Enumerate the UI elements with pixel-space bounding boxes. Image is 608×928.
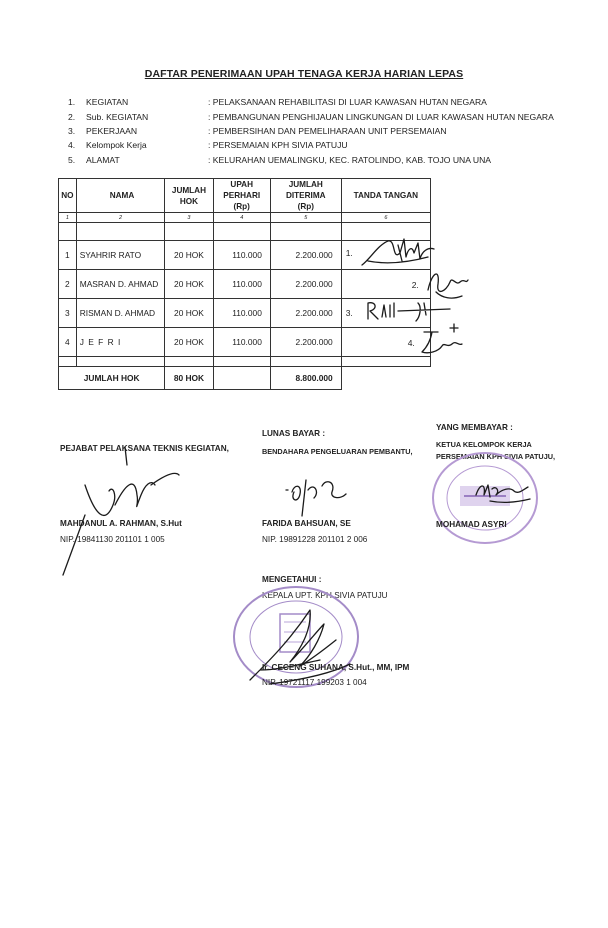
- header-hok: [165, 179, 213, 213]
- column-number: 3: [165, 213, 213, 223]
- row-signature-cell: [341, 270, 430, 299]
- spacer-cell: [213, 357, 270, 367]
- row-nama: J E F R I: [76, 328, 165, 357]
- mengetahui-nip: NIP. 19721117 199203 1 004: [262, 678, 367, 687]
- signature-image: [422, 262, 472, 302]
- spacer-cell: [76, 223, 165, 241]
- table-row: [59, 299, 431, 328]
- table-row: [59, 270, 431, 299]
- bendahara-name: FARIDA BAHSUAN, SE: [262, 519, 351, 528]
- mengetahui-role: KEPALA UPT. KPH SIVIA PATUJU: [262, 591, 388, 600]
- header-upah-line2: (Rp): [233, 202, 250, 211]
- info-value: : PEMBERSIHAN DAN PEMELIHARAAN UNIT PERSEMAIAN: [208, 125, 447, 136]
- total-blank: [341, 367, 430, 390]
- header-hok-line2: HOK: [179, 196, 199, 206]
- header-upah-line1: UPAH PERHARI: [223, 180, 261, 200]
- row-nama: RISMAN D. AHMAD: [76, 299, 165, 328]
- info-label: Sub. KEGIATAN: [86, 111, 149, 122]
- header-diterima: [270, 179, 341, 213]
- header-upah: [213, 179, 270, 213]
- row-signature-cell: [341, 299, 430, 328]
- row-upah: 110.000: [213, 299, 270, 328]
- header-tanda-tangan: TANDA TANGAN: [341, 179, 430, 213]
- pejabat-name: MAHDANUL A. RAHMAN, S.Hut: [60, 519, 182, 528]
- column-number: 1: [59, 213, 77, 223]
- row-no: 1: [59, 241, 77, 270]
- pembayar-heading: YANG MEMBAYAR :: [436, 423, 513, 432]
- row-upah: 110.000: [213, 328, 270, 357]
- signature-number: 1.: [345, 248, 353, 258]
- row-hok: 20 HOK: [165, 328, 213, 357]
- row-hok: 20 HOK: [165, 241, 213, 270]
- row-signature-cell: [341, 328, 430, 357]
- pejabat-nip: NIP. 19841130 201101 1 005: [60, 535, 165, 544]
- total-empty: [213, 367, 270, 390]
- total-amount: 8.800.000: [270, 367, 341, 390]
- spacer-cell: [341, 357, 430, 367]
- table-row: [59, 328, 431, 357]
- signature-number: 2.: [411, 280, 419, 290]
- header-diterima-line2: (Rp): [297, 202, 314, 211]
- row-nama: SYAHRIR RATO: [76, 241, 165, 270]
- total-row: [59, 367, 431, 390]
- row-no: 4: [59, 328, 77, 357]
- mengetahui-heading: MENGETAHUI :: [262, 575, 322, 584]
- row-upah: 110.000: [213, 241, 270, 270]
- signature-number: 4.: [407, 338, 415, 348]
- row-upah: 110.000: [213, 270, 270, 299]
- mengetahui-signature: [240, 600, 360, 690]
- pembayar-role-2: PERSEMAIAN KPH SIVIA PATUJU,: [436, 452, 556, 461]
- info-number: 5.: [68, 154, 76, 165]
- info-row: [68, 153, 554, 167]
- header-nama: NAMA: [76, 179, 165, 213]
- row-signature-cell: [341, 241, 430, 270]
- header-hok-line1: JUMLAH: [171, 185, 207, 195]
- pejabat-role: PEJABAT PELAKSANA TEKNIS KEGIATAN,: [60, 444, 229, 453]
- column-number-row: [59, 213, 431, 223]
- spacer-cell: [270, 223, 341, 241]
- signature-number: 3.: [345, 308, 353, 318]
- pembayar-role-1: KETUA KELOMPOK KERJA: [436, 440, 532, 449]
- row-hok: 20 HOK: [165, 270, 213, 299]
- row-total: 2.200.000: [270, 241, 341, 270]
- info-row: [68, 124, 554, 138]
- row-nama: MASRAN D. AHMAD: [76, 270, 165, 299]
- info-value: : KELURAHAN UEMALINGKU, KEC. RATOLINDO, KAB. TOJO UNA UNA: [208, 154, 492, 165]
- column-number: 4: [213, 213, 270, 223]
- row-no: 2: [59, 270, 77, 299]
- info-row: [68, 138, 554, 152]
- spacer-cell: [165, 223, 213, 241]
- spacer-cell: [213, 223, 270, 241]
- pembayar-name: MOHAMAD ASYRI: [436, 520, 507, 529]
- column-number: 2: [76, 213, 165, 223]
- info-number: 4.: [68, 140, 76, 151]
- info-value: : PERSEMAIAN KPH SIVIA PATUJU: [208, 140, 348, 151]
- header-diterima-line1: JUMLAH DITERIMA: [285, 180, 326, 200]
- row-total: 2.200.000: [270, 299, 341, 328]
- document-title: DAFTAR PENERIMAAN UPAH TENAGA KERJA HARIAN LEPAS: [144, 68, 464, 80]
- column-number: 6: [341, 213, 430, 223]
- pembayar-signature: [470, 475, 540, 515]
- info-row: [68, 109, 554, 123]
- activity-info: [68, 95, 554, 167]
- spacer-cell: [76, 357, 165, 367]
- info-label: KEGIATAN: [86, 97, 129, 108]
- info-row: [68, 95, 554, 109]
- info-value: : PEMBANGUNAN PENGHIJAUAN LINGKUNGAN DI LUAR KAWASAN HUTAN NEGARA: [208, 111, 554, 122]
- total-label: JUMLAH HOK: [59, 367, 165, 390]
- info-label: PEKERJAAN: [86, 125, 138, 136]
- row-hok: 20 HOK: [165, 299, 213, 328]
- mengetahui-name: Ir. CECENG SUHANA, S.Hut., MM, IPM: [262, 663, 410, 672]
- spacer-cell: [59, 223, 77, 241]
- column-number: 5: [270, 213, 341, 223]
- header-no: NO: [59, 179, 77, 213]
- bendahara-heading: LUNAS BAYAR :: [262, 429, 326, 438]
- spacer-cell: [270, 357, 341, 367]
- row-no: 3: [59, 299, 77, 328]
- bendahara-nip: NIP. 19891228 201101 2 006: [262, 535, 368, 544]
- spacer-cell: [59, 357, 77, 367]
- info-number: 3.: [68, 125, 76, 136]
- info-label: ALAMAT: [86, 154, 120, 165]
- bendahara-role: BENDAHARA PENGELUARAN PEMBANTU,: [262, 447, 413, 456]
- info-number: 2.: [68, 111, 76, 122]
- row-total: 2.200.000: [270, 270, 341, 299]
- signature-image: [420, 322, 470, 358]
- total-hok: 80 HOK: [165, 367, 213, 390]
- wage-table: [58, 178, 431, 390]
- info-value: : PELAKSANAAN REHABILITASI DI LUAR KAWASAN HUTAN NEGARA: [208, 97, 487, 108]
- info-number: 1.: [68, 97, 76, 108]
- pejabat-signature: [55, 445, 185, 580]
- bendahara-signature: [280, 470, 360, 520]
- info-label: Kelompok Kerja: [86, 140, 147, 151]
- spacer-row: [59, 357, 431, 367]
- table-row: [59, 241, 431, 270]
- row-total: 2.200.000: [270, 328, 341, 357]
- spacer-cell: [165, 357, 213, 367]
- table-header-row: [59, 179, 431, 213]
